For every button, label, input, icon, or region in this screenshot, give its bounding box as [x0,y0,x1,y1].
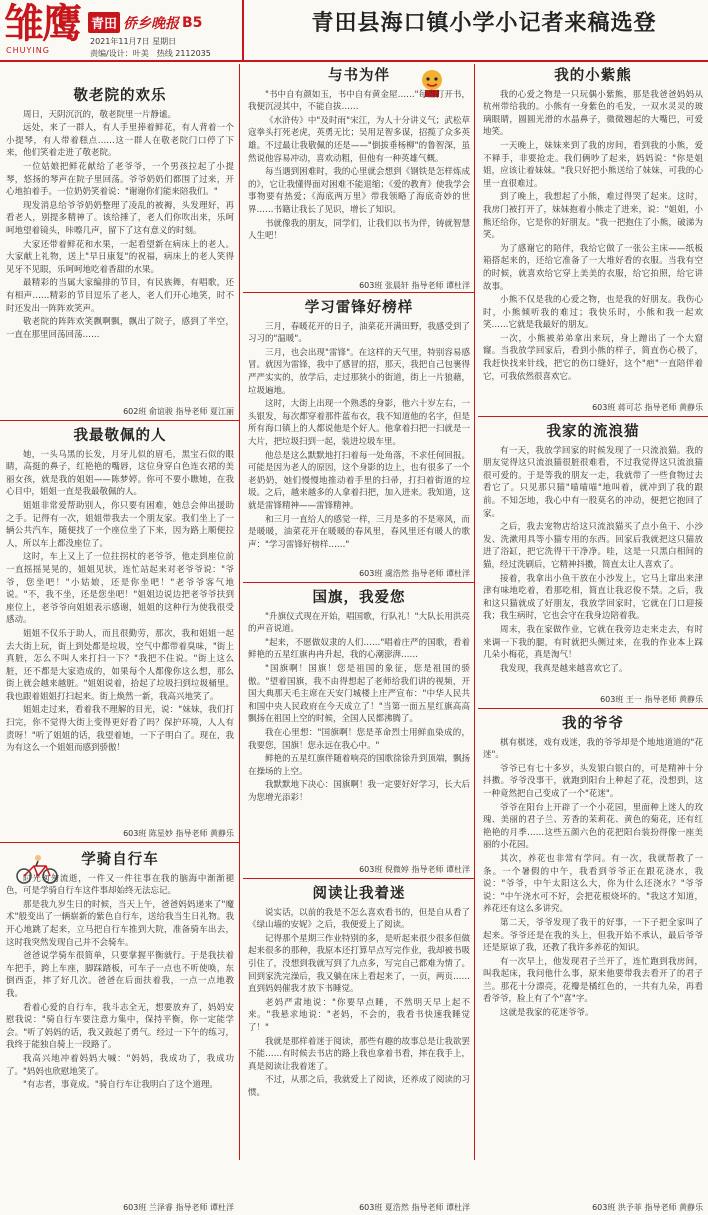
paragraph: 之后，我去宠物店给这只流浪猫买了点小鱼干、小沙发、洗漱用具等小猫专用的东西。回家后我就把这只猫放进了浴缸，把它洗得干干净净。哇，这是一只黑白相间的猫，经过洗刷后，它精神抖擞，简直太让人喜欢了。 [483,522,703,570]
article-byline: 603班 张晨轩 指导老师 谭杜洋 [359,281,470,290]
paragraph: 第二天，爷爷发现了我干的好事，一下子把全家叫了起来。爷爷还是在我的头上，但我开始不承认，最后爷爷还是原谅了我，还教了我许多养花的知识。 [483,917,703,954]
page-number: B5 [182,14,203,31]
article-title: 与书为伴 [328,68,390,84]
article-motherland [248,590,470,860]
paragraph: 我高兴地冲着妈妈大喊："妈妈，我成功了，我成功了。"妈妈也欣慰地笑了。 [6,1053,234,1077]
section-divider [0,420,240,421]
paragraph: 周末，我在家做作业，它就在我旁边走来走去，有时来调一下我的腿，有时就把头侧过来，在我的作业本上踩几朵小梅花，真是淘气！ [483,624,703,661]
article-title: 我最敬佩的人 [73,428,167,444]
paragraph: 有一次早上，他发现君子兰开了，连忙跑到我房间，叫我起床，我问他什么事，原来他要带我去看开了的君子兰。那花十分漂亮，花瓣是橘红色的，一共有九朵，再看看爷爷，脸上有了个"喜"字。 [483,956,703,1005]
paragraph: 现发消息给爷爷奶奶整理了凌乱的被褥，头发理好，再看老人，别提多精神了。该给捶了，老人们你吹出来，乐呵呵地望着镜头，咔嚓几声，留下了这有意义的时刻。 [6,200,234,236]
right-column [478,64,708,1212]
section-divider [478,708,708,709]
paragraph: 接着，我拿出小鱼干放在小沙发上，它马上窜出来津津有味地吃着，看那吃相，简直让我忍俊不禁。之后，我和这只猫就成了好朋友，我放学回家时，它就在门口迎接我；我生病时，它也会守在我身边陪着我。 [483,573,703,622]
paragraph: 敬老院的阵阵欢笑飘啊飘，飘出了院子，感到了半空，一直在那里回荡回荡…… [6,317,234,340]
article-books [248,68,470,276]
paragraph: 这时，大街上出现一个熟悉的身影，他六十岁左右，一头银发，每次都穿着那件蓝布衣，我不知道他的名字，但是所有海口镇上的人都说他是个好人。他拿着扫把一扫就是一大片，把垃圾扫到一起，装进垃圾车里。 [248,399,470,447]
paragraph: 一位姑娘把鲜花献给了老爷爷，一个男孩拉起了小提琴，悠扬的琴声在院子里回荡。爷爷奶奶们都围了过来，开心地拍着手。一位奶奶笑着说："谢谢你们能来陪我们。" [6,161,234,198]
paragraph: 看着心爱的自行车，我斗志全无，想要放弃了，妈妈安慰我说："骑自行车要注意力集中，保持平衡，你一定能学会。"听了妈妈的话，我又鼓起了勇气。经过一下午的练习，我终于能独自骑上一段路了。 [6,1002,234,1051]
article-title: 阅读让我着迷 [312,886,406,902]
region-badge: 青田 [88,12,120,33]
paragraph: 记得那个星期三作业特别的多，是听起来很少很多但做起来很多的那种，我原本还打算早点写完作业，我却被书吸引住了，没想到我就写到了九点多，写完自己都难为情了。回到家洗完澡后，我又躺在床上看起来了，一页，两页……直到妈妈催我才放下书睡觉。 [248,933,470,995]
paragraph: 他总是这么默默地打扫着每一处角落，不求任何回报。可能是因为老人的原因，这个身影的边上，也有很多了一个老奶奶，她们慢慢地推动着手里的扫帚，打扫着街道的垃圾。之后，越来越多的人拿着扫把，加入进来。我知道，这就是雷锋精神——雷锋精神。 [248,450,470,511]
article-byline: 603班 虞浩然 指导老师 谭杜洋 [359,569,470,578]
column-logo-sub: CHUYING [6,46,50,55]
article-byline: 603班 洪予菲 指导老师 黄静乐 [592,1203,703,1212]
paragraph: 三月，也会出现"雷锋"。在这样的天气里，特别容易感冒。就因为雷锋，我中了感冒的招，那天，我把自己包裹得严严实实的，放学后，走过那狭小的街道，街上一片狼藉，垃圾遍地。 [248,347,470,396]
article-grandpa [483,716,703,1196]
article-byline: 603班 倪微婷 指导老师 谭杜洋 [359,865,470,874]
paragraph: 不过，从那之后，我就爱上了阅读，还养成了阅读的习惯。 [248,1075,470,1098]
paragraph: 姐姐非常爱帮助别人，你只要有困难，她总会伸出援助之手。记得有一次，姐姐带我去一个朋友家。我们坐上了一辆公共汽车，随便找了一个座位坐了下来，因为路上顺便拉人，所以车上都没座位了。 [6,500,234,549]
paragraph: 最精彩的当属大家编排的节目，有民族舞，有唱歌，还有相声……精彩的节目逗乐了老人，老人们开心地笑，时不时还发出一阵阵欢笑声。 [6,278,234,314]
article-byline: 603班 夏浩然 指导老师 谭杜洋 [359,1203,470,1212]
article-byline: 603班 蒋可芯 指导老师 黄静乐 [592,403,703,412]
paragraph: 到了晚上，我想起了小熊，难过得哭了起来。这时，我房门被打开了，妹妹抱着小熊走了进来，说："姐姐，小熊还给你，它是你的好朋友。"我一把抱住了小熊，破涕为笑。 [483,192,703,241]
paragraph: 其次，养花也非常有学问。有一次，我就帮教了一条。一个暑假的中午，我看到爷爷正在跟花浇水，我说："爷爷，中午太阳这么大，你为什么还浇水？"爷爷说："中午浇水可不好，会把花根烧坏的。"我这才知道，养花还有这么多讲究。 [483,853,703,915]
paragraph: 我的心爱之物是一只玩偶小紫熊，那是我爸爸妈妈从杭州带给我的。小熊有一身紫色的毛发，一双水灵灵的玻璃眼睛，圆圆光滑的水晶鼻子，微微翘起的大嘴巴，可爱地笑。 [483,89,703,138]
paragraph: 我发现，我真是越来越喜欢它了。 [500,663,628,674]
masthead [88,12,202,33]
paragraph: 书就像我的朋友，同学们，让我们以书为伴，铸就智慧人生吧！ [248,218,470,242]
paragraph: "起来，不愿做奴隶的人们……"唱着庄严的国歌，看着鲜艳的五星红旗冉冉升起，我的心潮澎湃…… [248,637,470,661]
paragraph: 棋有棋迷，戏有戏迷，我的爷爷却是个地地道道的"花迷"。 [483,737,703,761]
page-banner: 青田县海口镇小学小记者来稿选登 [311,11,657,36]
page-header [0,0,708,62]
paragraph: 三月，春暖花开的日子，油菜花开满田野，我感受到了习习的"温暖"。 [248,321,470,345]
article-title: 国旗，我爱您 [312,590,406,606]
paragraph: 有一天，我放学回家的时候发现了一只流浪猫。我的朋友觉得这只流浪猫很脏很难看，不过我觉得这只流浪猫很可爱的。于是等我的朋友一走，我就带了一些食物过去看它了。只见那只猫"喵喵喵"地叫着，就冲到了我的跟前。不知怎地，我心中有一股莫名的冲动，便把它抱回了家。 [483,445,703,519]
paragraph: "书中自有颜如玉，书中自有黄金屋……"每当打开书，我便沉浸其中，不能自拔…… [248,89,470,113]
paper-name: 侨乡晚报 [123,15,180,32]
paragraph: 我在心里想："国旗啊！您是革命烈士用鲜血染成的，我要您，国旗！您永远在我心中。" [248,727,470,751]
article-title: 我的小紫熊 [554,68,632,84]
paragraph: 姐姐不仅乐于助人，而且很勤劳，那次，我和姐姐一起去大街上玩，街上到处都是垃圾，空气中都带着臭味，"街上真脏，怎么不叫人来打扫一下？"我把不住说。"街上这么脏，还不都是大家造成的，如果每个人都像你这么想，那么街上就会越来越脏。"姐姐说着，拾起了垃圾扫到垃圾桶里。我也跟着姐姐打扫起来。街上焕然一新，我高兴地笑了。 [6,628,234,702]
paragraph: 远处，来了一群人，有人手里捧着鲜花，有人背着一个小提琴，有人带着糕点……这一群人在敬老院门口停了下来，他们笑着走进了敬老院。 [6,123,234,159]
paragraph: 周日，天阴沉沉的，敬老院里一片静谧。 [23,109,177,120]
paragraph: 爸爸说学骑车很简单，只要掌握平衡就行。于是我扶着车把手，跨上车座，脚踩踏板，可车子一点也不听使唤，东倒西歪，摔了好几次。爸爸在后面扶着我，一点一点地教我。 [6,951,234,999]
paragraph: 这就是我家的花迷爷爷。 [500,1008,594,1019]
article-byline: 602班 俞谊骏 指导老师 夏江丽 [123,407,234,416]
paragraph: 和三月一直给人的感觉一样，三月是多的不是寒风，而是暖暖，油菜花开在暖暖的春风里，春风里还有暖人的歌声："学习雷锋好榜样……" [248,514,470,550]
paragraph: 爷爷在阳台上开辟了一个小花园，里面种上迷人的玫瑰、美丽的君子兰、芳香的茉莉花、黄色的菊花，还有红艳艳的月季……这些五颜六色的花把阳台装扮得像一座美丽的小花园。 [483,802,703,851]
paragraph: 《水浒传》中"及时雨"宋江，为人十分讲义气；武松草寇拳头打死老虎，英勇无比；吴用足智多谋，招揽了众多英雄。不过最让我敬佩的还是——"倒拔垂杨柳"的鲁智深，虽然说他容易冲动，喜欢动粗，但他有一种英雄气概。 [248,115,470,164]
article-respect-elders [6,88,234,400]
section-divider [243,878,475,879]
section-divider [243,292,475,293]
paragraph: 我就是那样着迷于阅读，那些有趣的故事总是让我欲罢不能……有时候去书店的路上我也拿着书看，摔在我手上，真是阅读让我着迷了。 [248,1036,470,1072]
section-divider [243,582,475,583]
paragraph: 一天晚上，妹妹来到了我的房间，看到我的小熊，爱不释手，非要抢走。我们俩吵了起来，妈妈说："你是姐姐，应该让着妹妹。"我只好把小熊送给了妹妹，可我的心里一直很难过。 [483,140,703,189]
paragraph: 时光匆匆流逝，一件又一件往事在我的脑海中渐渐褪色，可是学骑自行车这件事却始终无法忘记。 [6,873,234,897]
article-title: 学习雷锋好榜样 [304,300,414,316]
staff-line: 责编/设计：叶美 热线 2112035 [90,49,211,58]
article-cycling [6,852,234,1198]
paragraph: 我默默地下决心：国旗啊！我一定要好好学习，长大后为您增光添彩！ [248,780,470,803]
paragraph: 鲜艳的五星红旗伴随着响亮的国歌徐徐升到顶端，飘扬在操场的上空。 [248,754,470,777]
article-stray-cat [483,424,703,690]
paragraph: 小熊不仅是我的心爱之物，也是我的好朋友。我伤心时，小熊倾听我的难过；我快乐时，小熊和我一起欢笑……它就是我最好的朋友。 [483,295,703,331]
header-divider [242,0,244,62]
article-title: 敬老院的欢乐 [73,88,167,104]
middle-column [243,64,475,1212]
article-byline: 603班 兰泽睿 指导老师 谭杜洋 [123,1203,234,1212]
paragraph: 她，一头乌黑的长发，月牙儿似的眉毛，黑宝石似的眼睛，高挺的鼻子，红艳艳的嘴唇，这位身穿白色连衣裙的美丽女孩，就是我的姐姐——陈梦婷。你可不要小瞧她，在我心目中，姐姐一直是我最敬佩的人。 [6,449,234,498]
article-byline: 603班 王一 指导老师 黄静乐 [600,695,703,704]
article-title: 学骑自行车 [81,852,159,868]
paragraph: 老妈严肃地说："你要早点睡，不然明天早上起不来。"我悬求地说："老妈，不会的，我看书快速我睡觉了！" [248,997,470,1033]
article-kitten [483,68,703,398]
paragraph: 爷爷已有七十多岁，头发银白银白的，可是精神十分抖擞。爷爷没事干，就跑到阳台上种起了花，没想到，这一种竟然把自己变成了一个"花迷"。 [483,763,703,799]
article-admire [6,428,234,824]
paragraph: 说实话，以前的我是不怎么喜欢看书的，但是自从看了《绿山墙的安妮》之后，我便爱上了阅读。 [248,907,470,931]
article-leifeng [248,300,470,564]
article-reading [248,886,470,1196]
paragraph: 姐姐走过来，看着我不理解的目光，说："妹妹，我们打扫完，你不觉得大街上变得更好看了吗？保护环境，人人有责呀！"听了姐姐的话，我望着她，一下子明白了。现在，我为有这么一个姐姐而感到骄傲！ [6,705,234,754]
article-title: 我的爷爷 [562,716,624,732]
paragraph: "有志者，事竟成。"骑自行车让我明白了这个道理。 [23,1080,218,1091]
paragraph: 每当遇到困难时，我的心里就会想到《钢铁是怎样炼成的》，它让我懂得面对困难不能退缩；《爱的教育》使我学会事物要有热爱；《海底两万里》带我领略了海底奇妙的世界……书籍让我长了见识，增长了知识。 [248,167,470,215]
column-logo: 雏鹰 [4,0,80,47]
paragraph: 那是我九岁生日的时候，当天上午，爸爸妈妈递来了"魔术"般变出了一辆崭新的紫色自行车，送给我当生日礼物。我开心地跳了起来，立马把自行车推到大院，准备骑车出去，这时我突然发现自己并不会骑车。 [6,899,234,948]
paragraph: "升旗仪式现在开始，唱国歌，行队礼！"大队长用洪亮的声音说道。 [248,611,470,635]
paragraph: "国旗啊！国旗！您是祖国的象征，您是祖国的骄傲。"望着国旗，我不由得想起了老师给我们讲的视频，开国大典那天毛主席在天安门城楼上庄严宣布："中华人民共和国中央人民政府在今天成立了！"当第一面五星红旗高高飘扬在祖国上空的时候，全国人民都沸腾了。 [248,663,470,725]
section-divider [478,416,708,417]
issue-date: 2021年11月7日 星期日 [90,37,177,46]
section-divider [0,842,240,843]
left-column [0,64,240,1212]
article-byline: 603班 陈星妙 指导老师 黄静乐 [123,829,234,838]
paragraph: 大家还带着鲜花和水果，一起看望新在病床上的老人。大家献上礼物，送上"早日康复"的祝福，病床上的老人笑得见牙不见眼，乐呵呵地吃着香甜的水果。 [6,239,234,275]
paragraph: 为了感谢它的陪伴，我给它做了一张公主床——纸板箱搭起来的，还给它准备了一大堆好看的衣服。当我有空的时候，就喜欢给它穿上美美的衣服，给它拍照，给它讲故事。 [483,243,703,292]
paragraph: 一次，小熊被弟弟拿出来玩，身上蹭出了一个大窟窿。当我放学回家后，看到小熊的样子，简直伤心极了，我赶快找来针线，把它的伤口缝好，这个"疤"一直陪伴着它，可我依然很喜欢它。 [483,333,703,382]
paragraph: 这时，车上又上了一位拄拐杖的老爷爷，他走到座位前一直摇摇晃晃的，姐姐见状，连忙站起来对老爷爷说："爷爷，您坐吧！"小姑娘，还是你坐吧！"老爷爷客气地说。"不，我不坐，还是您坐吧！"姐姐边说边把老爷爷扶到座位上，老爷爷向姐姐表示感谢，姐姐的这种行为使我很受感动。 [6,552,234,626]
article-title: 我家的流浪猫 [546,424,640,440]
